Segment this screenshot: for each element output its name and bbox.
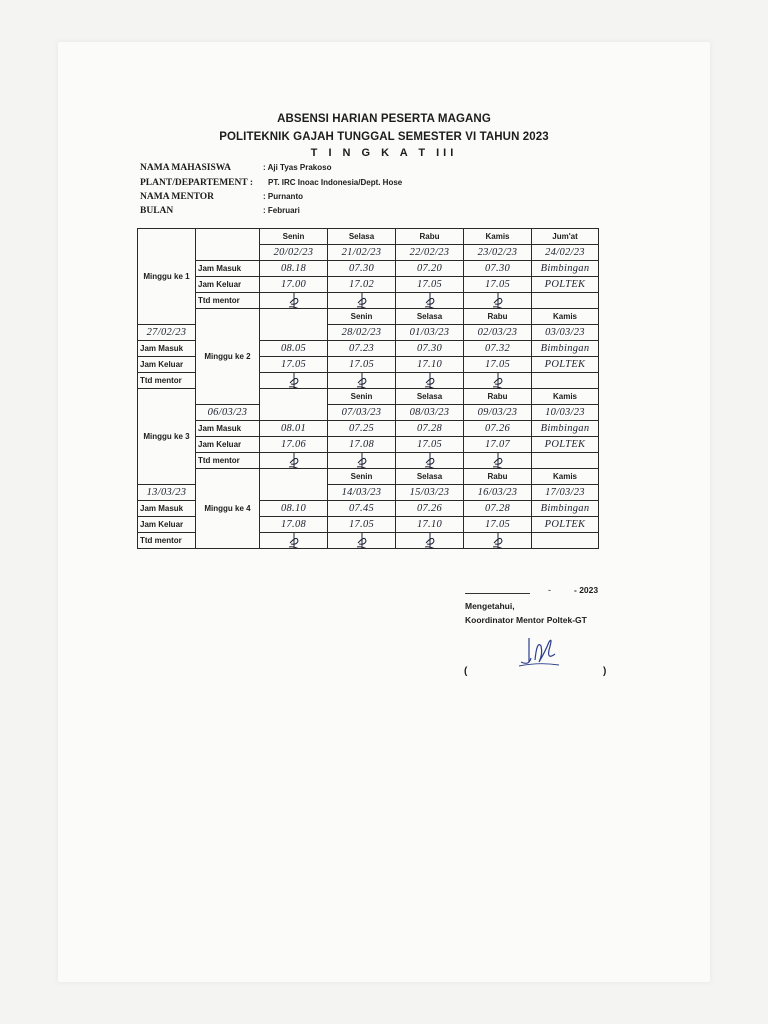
date-cell: 23/02/23 bbox=[464, 245, 532, 261]
ttd-mentor-label: Ttd mentor bbox=[196, 453, 260, 469]
date-cell: 17/03/23 bbox=[532, 485, 599, 501]
date-cell: 28/02/23 bbox=[328, 325, 396, 341]
paren-open: ( bbox=[464, 666, 468, 677]
doc-level: T I N G K A T III bbox=[310, 147, 458, 159]
ttd-mentor-cell bbox=[396, 453, 464, 469]
jam-keluar-cell: 17.05 bbox=[464, 517, 532, 533]
date-line bbox=[465, 593, 530, 594]
ttd-mentor-cell bbox=[464, 453, 532, 469]
acknowledged-label: Mengetahui, bbox=[465, 601, 515, 611]
ttd-mentor-cell bbox=[464, 293, 532, 309]
day-header: Senin bbox=[328, 309, 396, 325]
ttd-mentor-cell bbox=[328, 293, 396, 309]
jam-masuk-cell: 08.05 bbox=[260, 341, 328, 357]
mentor-signature-mark bbox=[287, 293, 301, 309]
coordinator-signature bbox=[515, 632, 565, 670]
jam-masuk-cell: Bimbingan bbox=[532, 261, 599, 277]
jam-keluar-cell: POLTEK bbox=[532, 517, 599, 533]
jam-keluar-label: Jam Keluar bbox=[138, 517, 196, 533]
day-header: Jum'at bbox=[532, 229, 599, 245]
date-cell: 07/03/23 bbox=[328, 405, 396, 421]
info-value: PT. IRC Inoac Indonesia/Dept. Hose bbox=[268, 178, 403, 187]
mentor-signature-mark bbox=[491, 533, 505, 549]
blank-cell bbox=[196, 229, 260, 261]
jam-masuk-cell: 07.28 bbox=[464, 501, 532, 517]
mentor-signature-mark bbox=[355, 533, 369, 549]
jam-keluar-label: Jam Keluar bbox=[196, 437, 260, 453]
day-header: Kamis bbox=[532, 389, 599, 405]
day-header: Rabu bbox=[464, 469, 532, 485]
ttd-mentor-cell bbox=[328, 373, 396, 389]
date-cell: 02/03/23 bbox=[464, 325, 532, 341]
jam-keluar-row bbox=[138, 437, 599, 453]
ttd-mentor-row bbox=[138, 453, 599, 469]
blank-cell bbox=[260, 469, 328, 501]
ttd-mentor-label: Ttd mentor bbox=[138, 373, 196, 389]
day-header: Kamis bbox=[532, 309, 599, 325]
ttd-mentor-cell bbox=[328, 533, 396, 549]
date-dash: - bbox=[548, 585, 551, 595]
blank-cell bbox=[260, 309, 328, 341]
mentor-signature-mark bbox=[491, 453, 505, 469]
jam-masuk-cell: 08.01 bbox=[260, 421, 328, 437]
date-cell: 01/03/23 bbox=[396, 325, 464, 341]
week-days-row bbox=[138, 309, 599, 325]
day-header: Rabu bbox=[464, 309, 532, 325]
info-value: : Februari bbox=[263, 206, 300, 215]
jam-keluar-cell: POLTEK bbox=[532, 277, 599, 293]
jam-masuk-cell: 07.30 bbox=[464, 261, 532, 277]
jam-keluar-cell: POLTEK bbox=[532, 437, 599, 453]
ttd-mentor-cell bbox=[532, 453, 599, 469]
date-cell: 20/02/23 bbox=[260, 245, 328, 261]
date-cell: 13/03/23 bbox=[138, 485, 196, 501]
jam-keluar-label: Jam Keluar bbox=[196, 277, 260, 293]
jam-keluar-cell: 17.02 bbox=[328, 277, 396, 293]
ttd-mentor-cell bbox=[260, 533, 328, 549]
ttd-mentor-cell bbox=[464, 533, 532, 549]
date-cell: 27/02/23 bbox=[138, 325, 196, 341]
jam-masuk-row bbox=[138, 261, 599, 277]
jam-keluar-row bbox=[138, 277, 599, 293]
day-header: Rabu bbox=[396, 229, 464, 245]
ttd-mentor-cell bbox=[532, 373, 599, 389]
jam-keluar-cell: 17.05 bbox=[328, 517, 396, 533]
ttd-mentor-cell bbox=[464, 373, 532, 389]
jam-keluar-cell: 17.05 bbox=[328, 357, 396, 373]
mentor-signature-mark bbox=[423, 373, 437, 389]
mentor-signature-mark bbox=[287, 373, 301, 389]
jam-masuk-row bbox=[138, 421, 599, 437]
jam-masuk-cell: Bimbingan bbox=[532, 341, 599, 357]
week-label: Minggu ke 1 bbox=[138, 229, 196, 325]
mentor-signature-mark bbox=[355, 373, 369, 389]
doc-subtitle: POLITEKNIK GAJAH TUNGGAL SEMESTER VI TAHUN 2023 bbox=[219, 131, 549, 143]
date-cell: 24/02/23 bbox=[532, 245, 599, 261]
day-header: Senin bbox=[260, 229, 328, 245]
jam-keluar-cell: 17.05 bbox=[396, 277, 464, 293]
mentor-signature-mark bbox=[491, 373, 505, 389]
ttd-mentor-cell bbox=[396, 533, 464, 549]
jam-masuk-cell: 07.32 bbox=[464, 341, 532, 357]
day-header: Kamis bbox=[532, 469, 599, 485]
ttd-mentor-label: Ttd mentor bbox=[196, 293, 260, 309]
mentor-signature-mark bbox=[355, 293, 369, 309]
week-label: Minggu ke 2 bbox=[196, 309, 260, 405]
mentor-signature-mark bbox=[423, 533, 437, 549]
jam-masuk-label: Jam Masuk bbox=[138, 341, 196, 357]
blank-cell bbox=[260, 389, 328, 421]
jam-keluar-cell: 17.05 bbox=[396, 437, 464, 453]
ttd-mentor-cell bbox=[260, 373, 328, 389]
info-value: : Purnanto bbox=[263, 192, 303, 201]
jam-keluar-cell: 17.06 bbox=[260, 437, 328, 453]
paren-close: ) bbox=[603, 666, 607, 677]
ttd-mentor-label: Ttd mentor bbox=[138, 533, 196, 549]
info-label: PLANT/DEPARTEMENT : bbox=[140, 178, 254, 188]
info-label: NAMA MENTOR bbox=[140, 192, 214, 202]
date-cell: 21/02/23 bbox=[328, 245, 396, 261]
date-cell: 03/03/23 bbox=[532, 325, 599, 341]
ttd-mentor-row bbox=[138, 293, 599, 309]
jam-keluar-cell: 17.08 bbox=[260, 517, 328, 533]
jam-keluar-cell: 17.10 bbox=[396, 357, 464, 373]
mentor-signature-mark bbox=[287, 533, 301, 549]
date-year: - 2023 bbox=[574, 585, 599, 595]
doc-title: ABSENSI HARIAN PESERTA MAGANG bbox=[277, 113, 491, 125]
jam-masuk-cell: 07.26 bbox=[464, 421, 532, 437]
jam-masuk-label: Jam Masuk bbox=[138, 501, 196, 517]
date-cell: 22/02/23 bbox=[396, 245, 464, 261]
jam-keluar-cell: 17.10 bbox=[396, 517, 464, 533]
jam-masuk-cell: 07.45 bbox=[328, 501, 396, 517]
date-cell: 09/03/23 bbox=[464, 405, 532, 421]
mentor-signature-mark bbox=[355, 453, 369, 469]
week-dates-row bbox=[138, 405, 599, 421]
jam-keluar-cell: 17.00 bbox=[260, 277, 328, 293]
jam-keluar-label: Jam Keluar bbox=[138, 357, 196, 373]
day-header: Senin bbox=[328, 469, 396, 485]
jam-keluar-cell: 17.05 bbox=[464, 277, 532, 293]
day-header: Selasa bbox=[328, 229, 396, 245]
info-label: BULAN bbox=[140, 206, 174, 216]
day-header: Selasa bbox=[396, 469, 464, 485]
ttd-mentor-cell bbox=[328, 453, 396, 469]
attendance-table bbox=[137, 228, 599, 549]
day-header: Rabu bbox=[464, 389, 532, 405]
jam-masuk-cell: Bimbingan bbox=[532, 501, 599, 517]
jam-masuk-cell: 08.10 bbox=[260, 501, 328, 517]
mentor-signature-mark bbox=[423, 293, 437, 309]
week-label: Minggu ke 3 bbox=[138, 389, 196, 485]
jam-masuk-cell: Bimbingan bbox=[532, 421, 599, 437]
info-value: : Aji Tyas Prakoso bbox=[263, 163, 332, 172]
coordinator-title: Koordinator Mentor Poltek-GT bbox=[465, 615, 587, 625]
jam-keluar-cell: 17.05 bbox=[464, 357, 532, 373]
week-days-row bbox=[138, 229, 599, 245]
week-days-row bbox=[138, 469, 599, 485]
jam-keluar-cell: POLTEK bbox=[532, 357, 599, 373]
jam-keluar-cell: 17.05 bbox=[260, 357, 328, 373]
mentor-signature-mark bbox=[491, 293, 505, 309]
info-label: NAMA MAHASISWA bbox=[140, 163, 232, 173]
mentor-signature-mark bbox=[423, 453, 437, 469]
ttd-mentor-cell bbox=[396, 293, 464, 309]
jam-masuk-cell: 07.30 bbox=[328, 261, 396, 277]
ttd-mentor-cell bbox=[260, 293, 328, 309]
date-cell: 10/03/23 bbox=[532, 405, 599, 421]
jam-keluar-cell: 17.08 bbox=[328, 437, 396, 453]
jam-masuk-cell: 07.20 bbox=[396, 261, 464, 277]
date-cell: 08/03/23 bbox=[396, 405, 464, 421]
date-cell: 15/03/23 bbox=[396, 485, 464, 501]
jam-masuk-cell: 07.28 bbox=[396, 421, 464, 437]
day-header: Kamis bbox=[464, 229, 532, 245]
date-cell: 16/03/23 bbox=[464, 485, 532, 501]
jam-masuk-cell: 07.30 bbox=[396, 341, 464, 357]
jam-masuk-label: Jam Masuk bbox=[196, 421, 260, 437]
ttd-mentor-cell bbox=[532, 293, 599, 309]
jam-masuk-label: Jam Masuk bbox=[196, 261, 260, 277]
ttd-mentor-cell bbox=[260, 453, 328, 469]
jam-keluar-cell: 17.07 bbox=[464, 437, 532, 453]
day-header: Selasa bbox=[396, 389, 464, 405]
ttd-mentor-cell bbox=[532, 533, 599, 549]
jam-masuk-cell: 07.23 bbox=[328, 341, 396, 357]
ttd-mentor-cell bbox=[396, 373, 464, 389]
jam-masuk-cell: 07.26 bbox=[396, 501, 464, 517]
day-header: Senin bbox=[328, 389, 396, 405]
jam-masuk-cell: 07.25 bbox=[328, 421, 396, 437]
mentor-signature-mark bbox=[287, 453, 301, 469]
date-cell: 14/03/23 bbox=[328, 485, 396, 501]
day-header: Selasa bbox=[396, 309, 464, 325]
week-label: Minggu ke 4 bbox=[196, 469, 260, 549]
date-cell: 06/03/23 bbox=[196, 405, 260, 421]
jam-masuk-cell: 08.18 bbox=[260, 261, 328, 277]
